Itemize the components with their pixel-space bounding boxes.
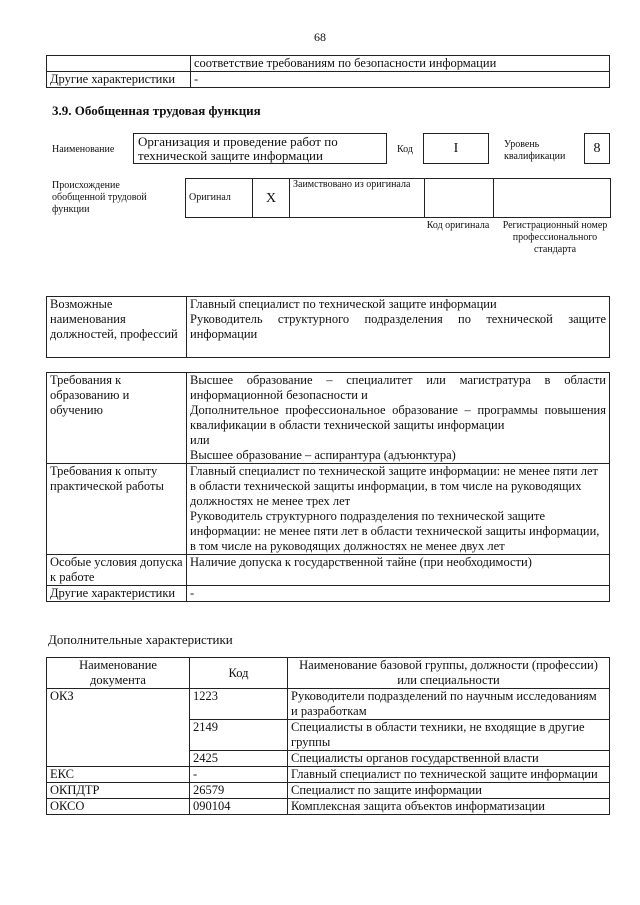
table-cell: 2425	[190, 751, 288, 767]
table-row	[47, 297, 610, 358]
table-cell: ОКПДТР	[47, 783, 190, 799]
code-value: I	[423, 133, 489, 164]
origin-label: Происхождение обобщенной трудовой функции	[52, 180, 147, 215]
additional-table	[46, 657, 610, 815]
positions-label: Возможные наименования должностей, профессий	[47, 297, 187, 358]
table-cell: Другие характеристики	[47, 72, 191, 88]
borrowed-label: Заимствовано из оригинала	[290, 179, 425, 218]
column-header: Наименование базовой группы, должности (профессии) или специальности	[288, 658, 610, 689]
level-label: Уровень квалификации	[504, 139, 566, 162]
education-line: Высшее образование – аспирантура (адъюнктура)	[190, 448, 456, 462]
table-cell: -	[190, 767, 288, 783]
table-cell: соответствие требованиям по безопасности информации	[191, 56, 610, 72]
table-row	[47, 373, 610, 464]
table-row	[47, 72, 610, 88]
position-item: Руководитель структурного подразделения по технической защите информации	[190, 312, 606, 341]
table-row	[47, 783, 610, 799]
positions-table	[46, 296, 610, 358]
code-caption: Код оригинала	[426, 220, 490, 231]
table-row	[47, 767, 610, 783]
position-item: Главный специалист по технической защите информации	[190, 297, 497, 311]
experience-label: Требования к опыту практической работы	[47, 464, 187, 555]
level-value: 8	[584, 133, 610, 164]
name-label: Наименование	[52, 144, 115, 155]
page-number: 68	[314, 30, 326, 44]
table-cell: Специалист по защите информации	[288, 783, 610, 799]
education-label: Требования к образованию и обучению	[47, 373, 187, 464]
requirements-table	[46, 372, 610, 602]
special-value: Наличие допуска к государственной тайне (при необходимости)	[187, 555, 610, 586]
table-cell: Главный специалист по технической защите информации	[288, 767, 610, 783]
experience-line: Руководитель структурного подразделения по технической защите информации: не менее пяти лет в области технической защиты информации, в том числе на руководящих должностях не менее двух лет	[190, 509, 600, 553]
education-line: или	[190, 433, 210, 447]
table-cell: Специалисты органов государственной власти	[288, 751, 610, 767]
table-row	[186, 179, 611, 218]
experience-line: Главный специалист по технической защите информации: не менее пяти лет в области технической защиты информации, в том числе на руководящих должностях не менее трех лет	[190, 464, 598, 508]
section-title: 3.9. Обобщенная трудовая функция	[52, 103, 261, 118]
table-row	[47, 555, 610, 586]
other-value: -	[187, 586, 610, 602]
table-row	[47, 56, 610, 72]
continuation-table	[46, 55, 610, 88]
table-row	[47, 689, 610, 720]
column-header: Код	[190, 658, 288, 689]
additional-title: Дополнительные характеристики	[48, 632, 233, 647]
table-cell: 26579	[190, 783, 288, 799]
code-label: Код	[397, 144, 413, 155]
education-line: Высшее образование – специалитет или магистратура в области информационной безопасности и	[190, 373, 606, 402]
table-cell: ЕКС	[47, 767, 190, 783]
table-cell: Специалисты в области техники, не входящие в другие группы	[288, 720, 610, 751]
table-cell: 090104	[190, 799, 288, 815]
reg-caption: Регистрационный номер профессионального стандарта	[502, 220, 608, 255]
table-cell: 2149	[190, 720, 288, 751]
table-cell: 1223	[190, 689, 288, 720]
other-label: Другие характеристики	[47, 586, 187, 602]
table-cell: -	[191, 72, 610, 88]
original-mark: X	[253, 179, 290, 218]
column-header: Наименование документа	[47, 658, 190, 689]
education-values	[187, 373, 610, 464]
original-label: Оригинал	[186, 179, 253, 218]
table-row	[47, 586, 610, 602]
table-cell: Комплексная защита объектов информатизации	[288, 799, 610, 815]
special-label: Особые условия допуска к работе	[47, 555, 187, 586]
table-cell: ОКСО	[47, 799, 190, 815]
origin-table	[185, 178, 611, 218]
name-value: Организация и проведение работ по технической защите информации	[133, 133, 387, 164]
table-row	[47, 799, 610, 815]
experience-values	[187, 464, 610, 555]
education-line: Дополнительное профессиональное образование – программы повышения квалификации в области технической защиты информации	[190, 403, 606, 432]
table-cell: Руководители подразделений по научным исследованиям и разработкам	[288, 689, 610, 720]
positions-values	[187, 297, 610, 358]
table-cell: ОКЗ	[47, 689, 190, 767]
table-row	[47, 464, 610, 555]
table-row	[47, 658, 610, 689]
